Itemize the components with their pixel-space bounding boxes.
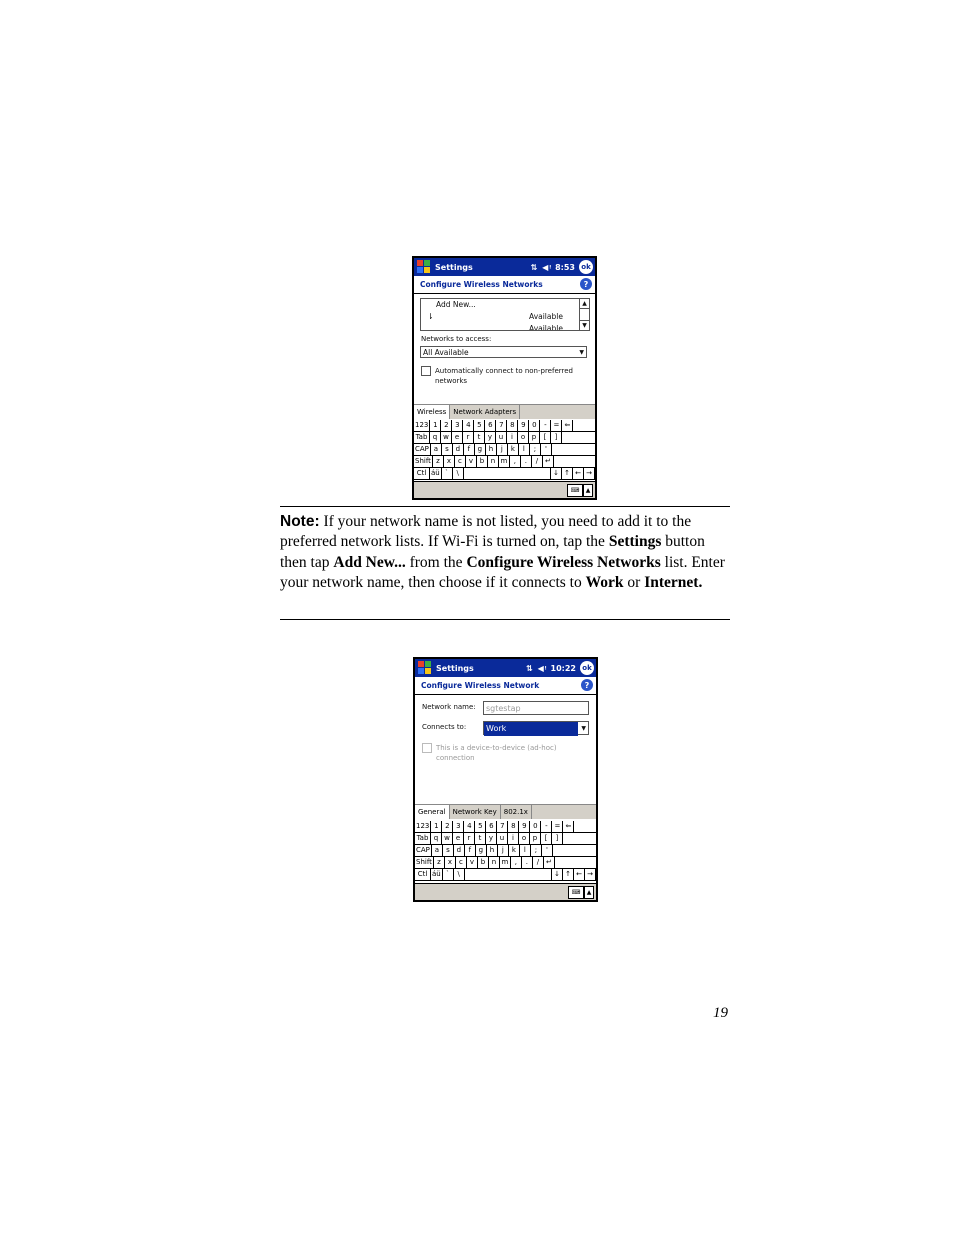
key[interactable]: a	[431, 444, 442, 455]
connects-to-value: Work	[484, 722, 578, 736]
key[interactable]: w	[442, 833, 453, 844]
title-bar	[415, 659, 596, 677]
ok-button[interactable]: ok	[580, 661, 594, 675]
key[interactable]: z	[433, 456, 444, 467]
start-menu-icon[interactable]	[417, 260, 431, 274]
chevron-down-icon[interactable]: ▼	[581, 725, 586, 732]
key[interactable]: e	[453, 833, 464, 844]
keyboard-row4	[414, 456, 595, 468]
key[interactable]: j	[497, 444, 508, 455]
connects-to-dropdown[interactable]	[483, 721, 589, 735]
key[interactable]: c	[456, 857, 467, 868]
start-menu-icon[interactable]	[418, 661, 432, 675]
key[interactable]: b	[477, 456, 488, 467]
key[interactable]: '	[541, 444, 552, 455]
key[interactable]: ;	[531, 845, 542, 856]
key[interactable]: o	[518, 432, 529, 443]
key[interactable]: 3	[452, 420, 463, 431]
key[interactable]: 8	[508, 821, 519, 832]
note-bold-configure: Configure Wireless Networks	[466, 553, 661, 571]
key[interactable]: ↓	[551, 468, 562, 479]
key[interactable]: ↵	[544, 857, 555, 868]
key[interactable]: o	[519, 833, 530, 844]
key[interactable]: f	[465, 845, 476, 856]
content-area	[414, 294, 595, 410]
key[interactable]: ←	[573, 468, 584, 479]
key[interactable]: ↓	[552, 869, 563, 880]
key[interactable]: ]	[551, 432, 562, 443]
key[interactable]: Tab	[414, 432, 430, 443]
key[interactable]: .	[522, 857, 533, 868]
soft-keyboard	[414, 420, 595, 480]
connectivity-volume-icon[interactable]: ⇅ ◀ᵎ	[526, 663, 548, 673]
key[interactable]: f	[464, 444, 475, 455]
key[interactable]: u	[496, 432, 507, 443]
note-paragraph	[280, 512, 732, 593]
key[interactable]: a	[432, 845, 443, 856]
key[interactable]: r	[464, 833, 475, 844]
page-number: 19	[713, 1005, 728, 1021]
keyboard-row5	[414, 468, 595, 480]
key[interactable]: x	[444, 456, 455, 467]
title-bar	[414, 258, 595, 276]
list-item-status[interactable]: Available	[529, 312, 563, 321]
key[interactable]: /	[533, 857, 544, 868]
connects-to-label: Connects to:	[422, 723, 467, 731]
key[interactable]: '	[542, 845, 553, 856]
tab-802-1x[interactable]: 802.1x	[501, 805, 532, 819]
key[interactable]: 123	[416, 822, 430, 830]
key[interactable]: ]	[552, 833, 563, 844]
note-text-3: from the	[405, 553, 467, 571]
key[interactable]: ⇐	[562, 420, 573, 431]
key[interactable]: m	[500, 857, 511, 868]
key[interactable]: Tab	[415, 833, 431, 844]
header-title: Configure Wireless Network	[421, 681, 540, 690]
scroll-down-icon[interactable]: ▼	[580, 320, 589, 330]
key[interactable]: CAP	[415, 445, 429, 453]
key[interactable]: ↑	[563, 869, 574, 880]
dropdown-value: All Available	[423, 348, 469, 357]
tab-wireless[interactable]: Wireless	[414, 405, 450, 419]
key[interactable]: d	[453, 444, 464, 455]
key[interactable]	[465, 869, 552, 880]
network-list[interactable]	[420, 298, 590, 331]
key[interactable]: s	[442, 444, 453, 455]
network-name-label: Network name:	[422, 703, 476, 711]
key[interactable]: u	[497, 833, 508, 844]
networks-dropdown[interactable]	[420, 346, 587, 358]
key[interactable]: 1	[431, 821, 442, 832]
chevron-down-icon[interactable]: ▼	[579, 349, 584, 356]
note-bold-settings: Settings	[608, 533, 662, 551]
key[interactable]: k	[509, 845, 520, 856]
key[interactable]: t	[475, 833, 486, 844]
key[interactable]: y	[486, 833, 497, 844]
key[interactable]: b	[478, 857, 489, 868]
network-name-input[interactable]: sgtestap	[483, 701, 589, 715]
key[interactable]: →	[584, 468, 595, 479]
menu-bar	[414, 481, 595, 498]
key[interactable]: 7	[496, 420, 507, 431]
key[interactable]: Ctl	[415, 869, 431, 880]
scroll-up-icon[interactable]: ▲	[580, 299, 589, 309]
key[interactable]: 123	[415, 421, 429, 429]
tab-network-key[interactable]: Network Key	[450, 805, 501, 819]
list-item-status-partial[interactable]: Available	[529, 324, 563, 331]
key[interactable]: p	[530, 833, 541, 844]
key[interactable]: k	[508, 444, 519, 455]
network-icon: ⇂	[427, 312, 434, 321]
adhoc-label: This is a device-to-device (ad-hoc) connection	[436, 744, 557, 762]
key[interactable]: 0	[530, 821, 541, 832]
soft-keyboard	[415, 821, 596, 881]
key[interactable]: →	[585, 869, 596, 880]
keyboard-row2	[414, 432, 595, 444]
key[interactable]: i	[507, 432, 518, 443]
key[interactable]: 5	[475, 821, 486, 832]
key[interactable]: /	[532, 456, 543, 467]
tab-bar	[415, 804, 596, 819]
tab-bar	[414, 404, 595, 419]
note-label: Note:	[280, 513, 320, 530]
key[interactable]: i	[508, 833, 519, 844]
page-header	[414, 276, 595, 294]
auto-connect-label: Automatically connect to non-preferred networks	[435, 367, 573, 385]
key[interactable]: 0	[529, 420, 540, 431]
key[interactable]: -	[541, 821, 552, 832]
list-item-add-new[interactable]: Add New...	[436, 300, 476, 309]
auto-connect-checkbox[interactable]	[421, 366, 431, 376]
key[interactable]: 3	[453, 821, 464, 832]
key[interactable]: g	[476, 845, 487, 856]
clock[interactable]: 10:22	[550, 663, 576, 673]
key[interactable]: v	[467, 857, 478, 868]
key[interactable]: m	[499, 456, 510, 467]
adhoc-checkbox[interactable]	[422, 743, 432, 753]
help-icon[interactable]: ?	[581, 679, 593, 691]
key[interactable]: [	[541, 833, 552, 844]
keyboard-icon[interactable]: ⌨	[567, 484, 583, 497]
key[interactable]: g	[475, 444, 486, 455]
note-text-5: or	[623, 573, 645, 591]
key[interactable]: 6	[485, 420, 496, 431]
list-scrollbar[interactable]	[579, 299, 589, 330]
key[interactable]: 2	[441, 420, 452, 431]
tab-network-adapters[interactable]: Network Adapters	[450, 405, 520, 419]
key[interactable]: j	[498, 845, 509, 856]
key[interactable]: ↵	[543, 456, 554, 467]
key[interactable]: Shift	[415, 457, 431, 465]
key[interactable]: 9	[518, 420, 529, 431]
key[interactable]: ;	[530, 444, 541, 455]
key[interactable]: t	[474, 432, 485, 443]
ok-button[interactable]: ok	[579, 260, 593, 274]
key[interactable]: q	[431, 833, 442, 844]
key[interactable]: ↑	[562, 468, 573, 479]
key[interactable]: 1	[430, 420, 441, 431]
key[interactable]: áü	[431, 469, 440, 477]
key[interactable]: =	[551, 420, 562, 431]
key[interactable]: e	[452, 432, 463, 443]
connectivity-volume-icon[interactable]: ⇅ ◀ᵎ	[530, 262, 553, 272]
menu-bar	[415, 883, 596, 900]
keyboard-row3	[415, 845, 596, 857]
input-menu-icon[interactable]: ▲	[583, 484, 593, 497]
key[interactable]: ,	[510, 456, 521, 467]
note-bold-internet: Internet.	[644, 573, 703, 591]
key[interactable]: ,	[511, 857, 522, 868]
key[interactable]: x	[445, 857, 456, 868]
networks-to-access-label: Networks to access:	[421, 335, 492, 343]
content-area	[415, 695, 596, 805]
keyboard-icon[interactable]: ⌨	[568, 886, 584, 899]
key[interactable]: `	[442, 468, 453, 479]
key[interactable]: ⇐	[563, 821, 574, 832]
key[interactable]: =	[552, 821, 563, 832]
key[interactable]: d	[454, 845, 465, 856]
key[interactable]: s	[443, 845, 454, 856]
key[interactable]: l	[520, 845, 531, 856]
key[interactable]: l	[519, 444, 530, 455]
note-text-4: list. Enter your network name, then choose if it connects to	[280, 553, 725, 591]
keyboard-row5	[415, 869, 596, 881]
key[interactable]: 6	[486, 821, 497, 832]
note-bold-work: Work	[585, 573, 624, 591]
keyboard-row3	[414, 444, 595, 456]
key[interactable]: v	[466, 456, 477, 467]
keyboard-row1	[414, 420, 595, 432]
key[interactable]: 4	[464, 821, 475, 832]
key[interactable]: CAP	[416, 846, 430, 854]
key[interactable]: n	[488, 456, 499, 467]
key[interactable]: 4	[463, 420, 474, 431]
screenshot-configure-wireless-network	[413, 657, 598, 902]
key[interactable]: h	[487, 845, 498, 856]
note-bold-add-new: Add New...	[333, 553, 406, 571]
key[interactable]: 9	[519, 821, 530, 832]
keyboard-row1	[415, 821, 596, 833]
note-top-rule	[280, 506, 730, 507]
header-title: Configure Wireless Networks	[420, 280, 543, 289]
key[interactable]: p	[529, 432, 540, 443]
key[interactable]: \	[453, 468, 464, 479]
key[interactable]: `	[443, 869, 454, 880]
key[interactable]	[464, 468, 551, 479]
key[interactable]: q	[430, 432, 441, 443]
key[interactable]: .	[521, 456, 532, 467]
page-header	[415, 677, 596, 695]
key[interactable]: ←	[574, 869, 585, 880]
screenshot-configure-wireless-networks	[412, 256, 597, 500]
key[interactable]: 7	[497, 821, 508, 832]
key[interactable]: Shift	[416, 858, 432, 866]
input-menu-icon[interactable]: ▲	[584, 886, 594, 899]
key[interactable]: -	[540, 420, 551, 431]
key[interactable]: 8	[507, 420, 518, 431]
key[interactable]: 2	[442, 821, 453, 832]
window-title: Settings	[435, 262, 473, 272]
key[interactable]: n	[489, 857, 500, 868]
key[interactable]: z	[434, 857, 445, 868]
key[interactable]: [	[540, 432, 551, 443]
keyboard-row2	[415, 833, 596, 845]
window-title: Settings	[436, 663, 474, 673]
tab-general[interactable]: General	[415, 805, 450, 819]
note-text-1: If your network name is not listed, you need to add it to the preferred network lists. If Wi-Fi is turned on, tap the	[280, 513, 692, 551]
key[interactable]: 5	[474, 420, 485, 431]
key[interactable]: w	[441, 432, 452, 443]
key[interactable]: \	[454, 869, 465, 880]
key[interactable]: y	[485, 432, 496, 443]
key[interactable]: áü	[432, 870, 441, 878]
keyboard-row4	[415, 857, 596, 869]
key[interactable]: c	[455, 456, 466, 467]
help-icon[interactable]: ?	[580, 278, 592, 290]
note-bottom-rule	[280, 619, 730, 620]
clock[interactable]: 8:53	[555, 262, 575, 272]
note-text-2: button then tap	[280, 533, 705, 571]
key[interactable]: r	[463, 432, 474, 443]
key[interactable]: Ctl	[414, 468, 430, 479]
key[interactable]: h	[486, 444, 497, 455]
